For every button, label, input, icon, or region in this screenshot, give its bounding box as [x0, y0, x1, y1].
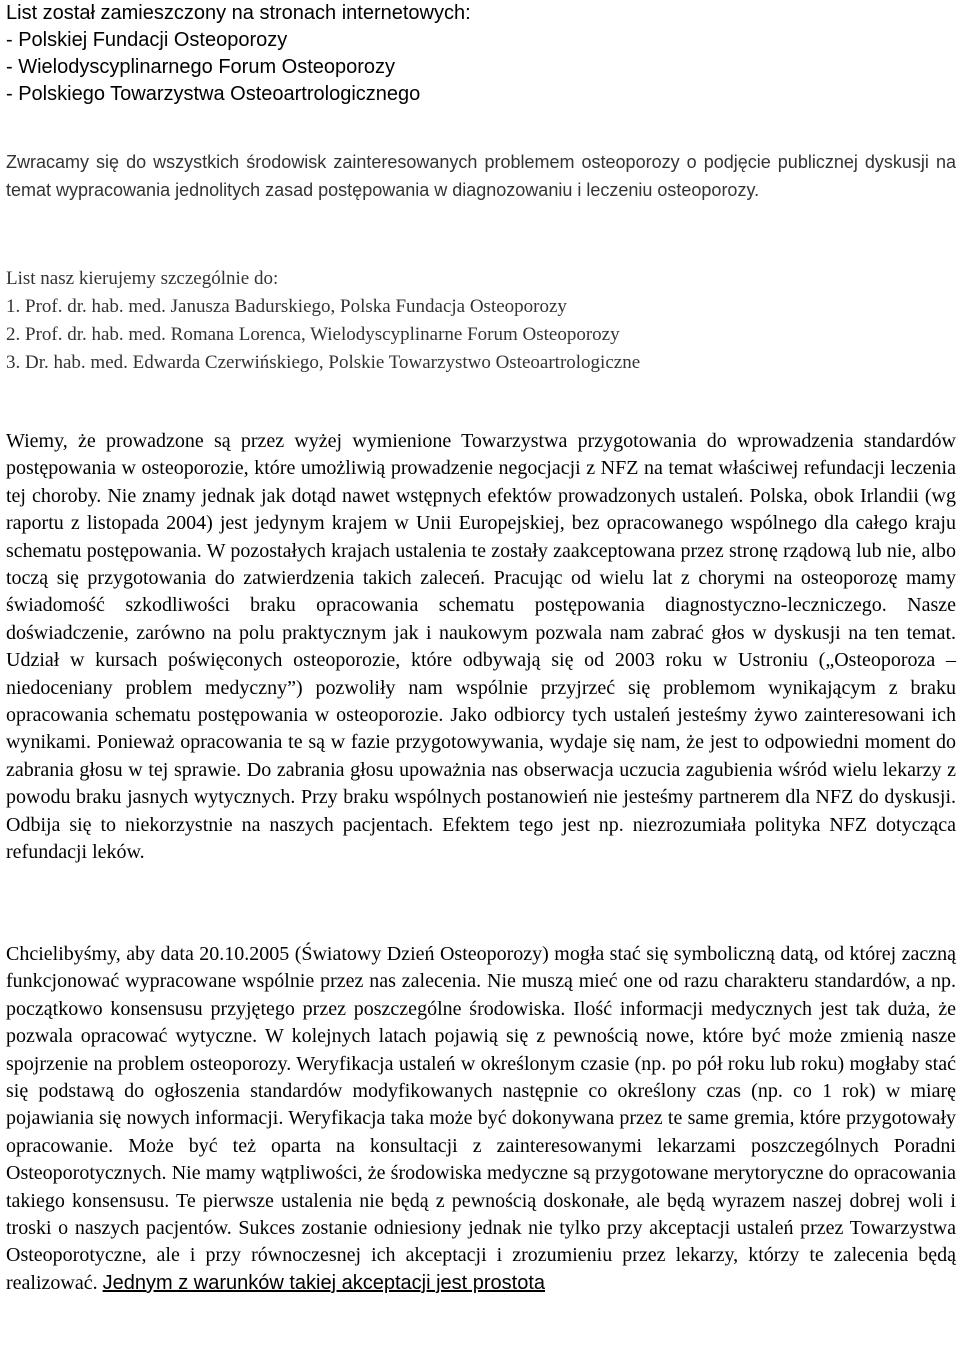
addressee-item: 3. Dr. hab. med. Edwarda Czerwińskiego, Polskie Towarzystwo Osteoartrologiczne	[6, 352, 641, 373]
notice-item-society: - Polskiego Towarzystwa Osteoartrologicznego	[6, 83, 421, 105]
notice-item-foundation: - Polskiej Fundacji Osteoporozy	[6, 29, 288, 51]
underlined-sentence: Jednym z warunków takiej akceptacji jest prostota	[102, 1271, 546, 1294]
body-paragraph-2	[6, 941, 956, 1297]
publication-notice	[6, 0, 956, 108]
addressee-list	[6, 265, 956, 377]
addressee-item: 2. Prof. dr. hab. med. Romana Lorenca, Wielodyscyplinarne Forum Osteoporozy	[6, 324, 620, 345]
addressee-item: 1. Prof. dr. hab. med. Janusza Badurskiego, Polska Fundacja Osteoporozy	[6, 296, 567, 317]
intro-paragraph: Zwracamy się do wszystkich środowisk zainteresowanych problemem osteoporozy o podjęcie publicznej dyskusji na temat wypracowania jednolitych zasad postępowania w diagnozowaniu i leczeniu osteoporozy.	[6, 152, 956, 200]
body-paragraph-2-text: Chcielibyśmy, aby data 20.10.2005 (Światowy Dzień Osteoporozy) mogła stać się symboliczną datą, od której zaczną funkcjonować wypracowane wspólnie przez nas zalecenia. Nie muszą mieć one od razu charakteru standardów, a np. początkowo konsensusu przyjętego przez poszczególne środowiska. Ilość informacji medycznych jest tak duża, że pozwala opracować wytyczne. W kolejnych latach pojawią się z pewnością nowe, które być może zmienią nasze spojrzenie na problem osteoporozy. Weryfikacja ustaleń w określonym czasie (np. po pół roku lub roku) mogłaby stać się podstawą do ogłoszenia standardów modyfikowanych następnie co określony czas (np. co 1 rok) w miarę pojawiania się nowych informacji. Weryfikacja taka może być dokonywana przez te same gremia, które przygotowały opracowanie. Może być też oparta na konsultacji z zainteresowanymi lekarzami poszczególnych Poradni Osteoporotycznych. Nie mamy wątpliwości, że środowiska medyczne są przygotowane merytoryczne do opracowania takiego konsensusu. Te pierwsze ustalenia nie będą z pewnością doskonałe, ale będą wyrazem naszej dobrej woli i troski o naszych pacjentów. Sukces zostanie odniesiony jednak nie tylko przy akceptacji ustaleń przez Towarzystwa Osteoporotyczne, ale i przy równoczesnej ich akceptacji i zrozumieniu przez lekarzy, którzy te zalecenia będą realizować.	[6, 943, 956, 1294]
notice-heading: List został zamieszczony na stronach internetowych:	[6, 2, 471, 24]
notice-item-forum: - Wielodyscyplinarnego Forum Osteoporozy	[6, 56, 396, 78]
addressee-lead: List nasz kierujemy szczególnie do:	[6, 268, 279, 289]
body-paragraph-1: Wiemy, że prowadzone są przez wyżej wymienione Towarzystwa przygotowania do wprowadzenia standardów postępowania w osteoporozie, które umożliwią prowadzenie negocjacji z NFZ na temat właściwej refundacji leczenia tej choroby. Nie znamy jednak jak dotąd nawet wstępnych efektów prowadzonych ustaleń. Polska, obok Irlandii (wg raportu z listopada 2004) jest jedynym krajem w Unii Europejskiej, bez opracowanego wspólnego dla całego kraju schematu postępowania. W pozostałych krajach ustalenia te zostały zaakceptowana przez stronę rządową lub nie, albo toczą się przygotowania do zatwierdzenia takich zaleceń. Pracując od wielu lat z chorymi na osteoporozę mamy świadomość szkodliwości braku opracowania schematu postępowania diagnostyczno-leczniczego. Nasze doświadczenie, zarówno na polu praktycznym jak i naukowym pozwala nam zabrać głos w dyskusji na ten temat. Udział w kursach poświęconych osteoporozie, które odbywają się od 2003 roku w Ustroniu („Osteoporoza – niedoceniany problem medyczny”) pozwoliły nam wspólnie przyjrzeć się problemom wynikającym z braku opracowania schematu postępowania w osteoporozie. Jako odbiorcy tych ustaleń jesteśmy żywo zainteresowani ich wynikami. Ponieważ opracowania te są w fazie przygotowywania, wydaje się nam, że jest to odpowiedni moment do zabrania głosu w tej sprawie. Do zabrania głosu upoważnia nas obserwacja uczucia zagubienia wśród wielu lekarzy z powodu braku jasnych wytycznych. Przy braku wspólnych postanowień nie jesteśmy partnerem dla NFZ do dyskusji. Odbija się to niekorzystnie na naszych pacjentach. Efektem tego jest np. niezrozumiała polityka NFZ dotycząca refundacji leków.	[6, 430, 956, 864]
